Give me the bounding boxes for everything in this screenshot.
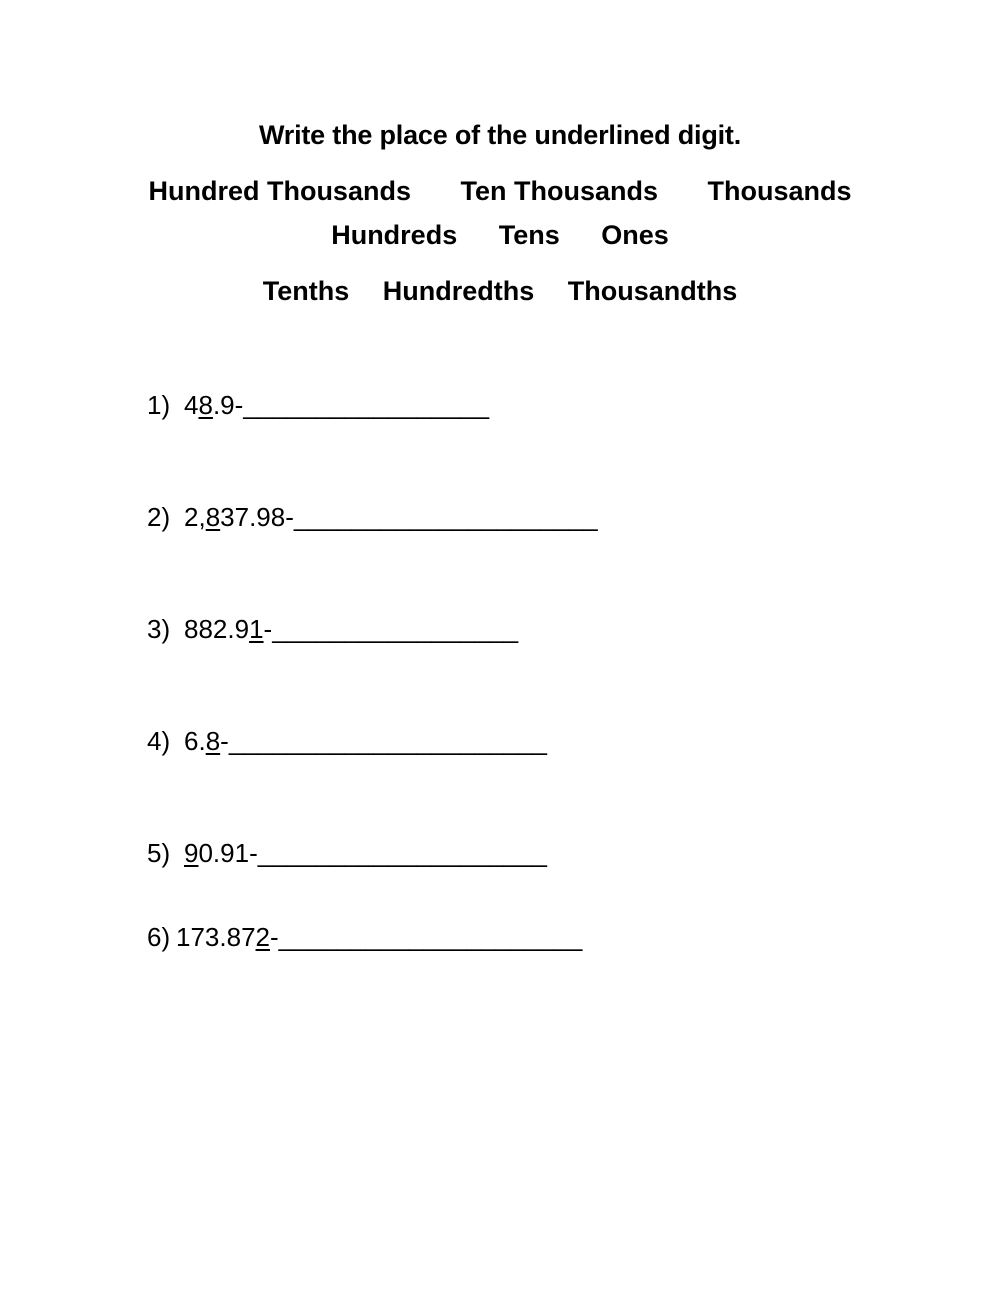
underlined-digit: 2 [255, 922, 270, 952]
place-hundred-thousands: Hundred Thousands [148, 176, 411, 206]
place-ten-thousands: Ten Thousands [460, 176, 658, 206]
place-tens: Tens [498, 220, 560, 250]
underlined-digit: 8 [205, 726, 221, 756]
place-ones: Ones [601, 220, 669, 250]
number-before: 6. [184, 726, 206, 756]
underlined-digit: 8 [198, 390, 213, 420]
problem-number: 1) [147, 390, 171, 420]
answer-blank[interactable]: _________________ [272, 614, 519, 644]
problem-3 [147, 614, 518, 645]
answer-blank[interactable]: _____________________ [293, 502, 598, 532]
problem-6 [147, 922, 582, 953]
number-before: 882.9 [184, 614, 250, 644]
number-after: 37.98- [220, 502, 294, 532]
problem-1 [147, 390, 489, 421]
place-tenths: Tenths [262, 276, 350, 306]
problem-number: 6) [147, 922, 171, 952]
underlined-digit: 9 [184, 838, 199, 868]
problem-5 [147, 838, 547, 869]
number-before: 4 [184, 390, 199, 420]
answer-blank[interactable]: _____________________ [278, 922, 583, 952]
problem-number: 2) [147, 502, 171, 532]
place-thousands: Thousands [707, 176, 852, 206]
number-after: .9- [212, 390, 244, 420]
answer-blank[interactable]: ______________________ [228, 726, 547, 756]
problem-number: 3) [147, 614, 171, 644]
place-value-row-2 [0, 220, 1000, 251]
underlined-digit: 1 [249, 614, 264, 644]
place-value-row-1 [0, 176, 1000, 207]
number-after: - [220, 726, 229, 756]
answer-blank[interactable]: _________________ [243, 390, 490, 420]
place-thousandths: Thousandths [567, 276, 738, 306]
number-before: 173.87 [176, 922, 256, 952]
answer-blank[interactable]: ____________________ [257, 838, 547, 868]
place-value-row-3 [0, 276, 1000, 307]
place-hundredths: Hundredths [382, 276, 535, 306]
problem-2 [147, 502, 598, 533]
instructions-title: Write the place of the underlined digit. [258, 120, 742, 150]
number-after: - [270, 922, 279, 952]
number-before: 2, [184, 502, 206, 532]
number-after: 0.91- [198, 838, 258, 868]
underlined-digit: 8 [205, 502, 221, 532]
problem-number: 4) [147, 726, 171, 756]
number-after: - [263, 614, 273, 644]
problem-number: 5) [147, 838, 171, 868]
place-hundreds: Hundreds [331, 220, 458, 250]
problem-4 [147, 726, 547, 757]
